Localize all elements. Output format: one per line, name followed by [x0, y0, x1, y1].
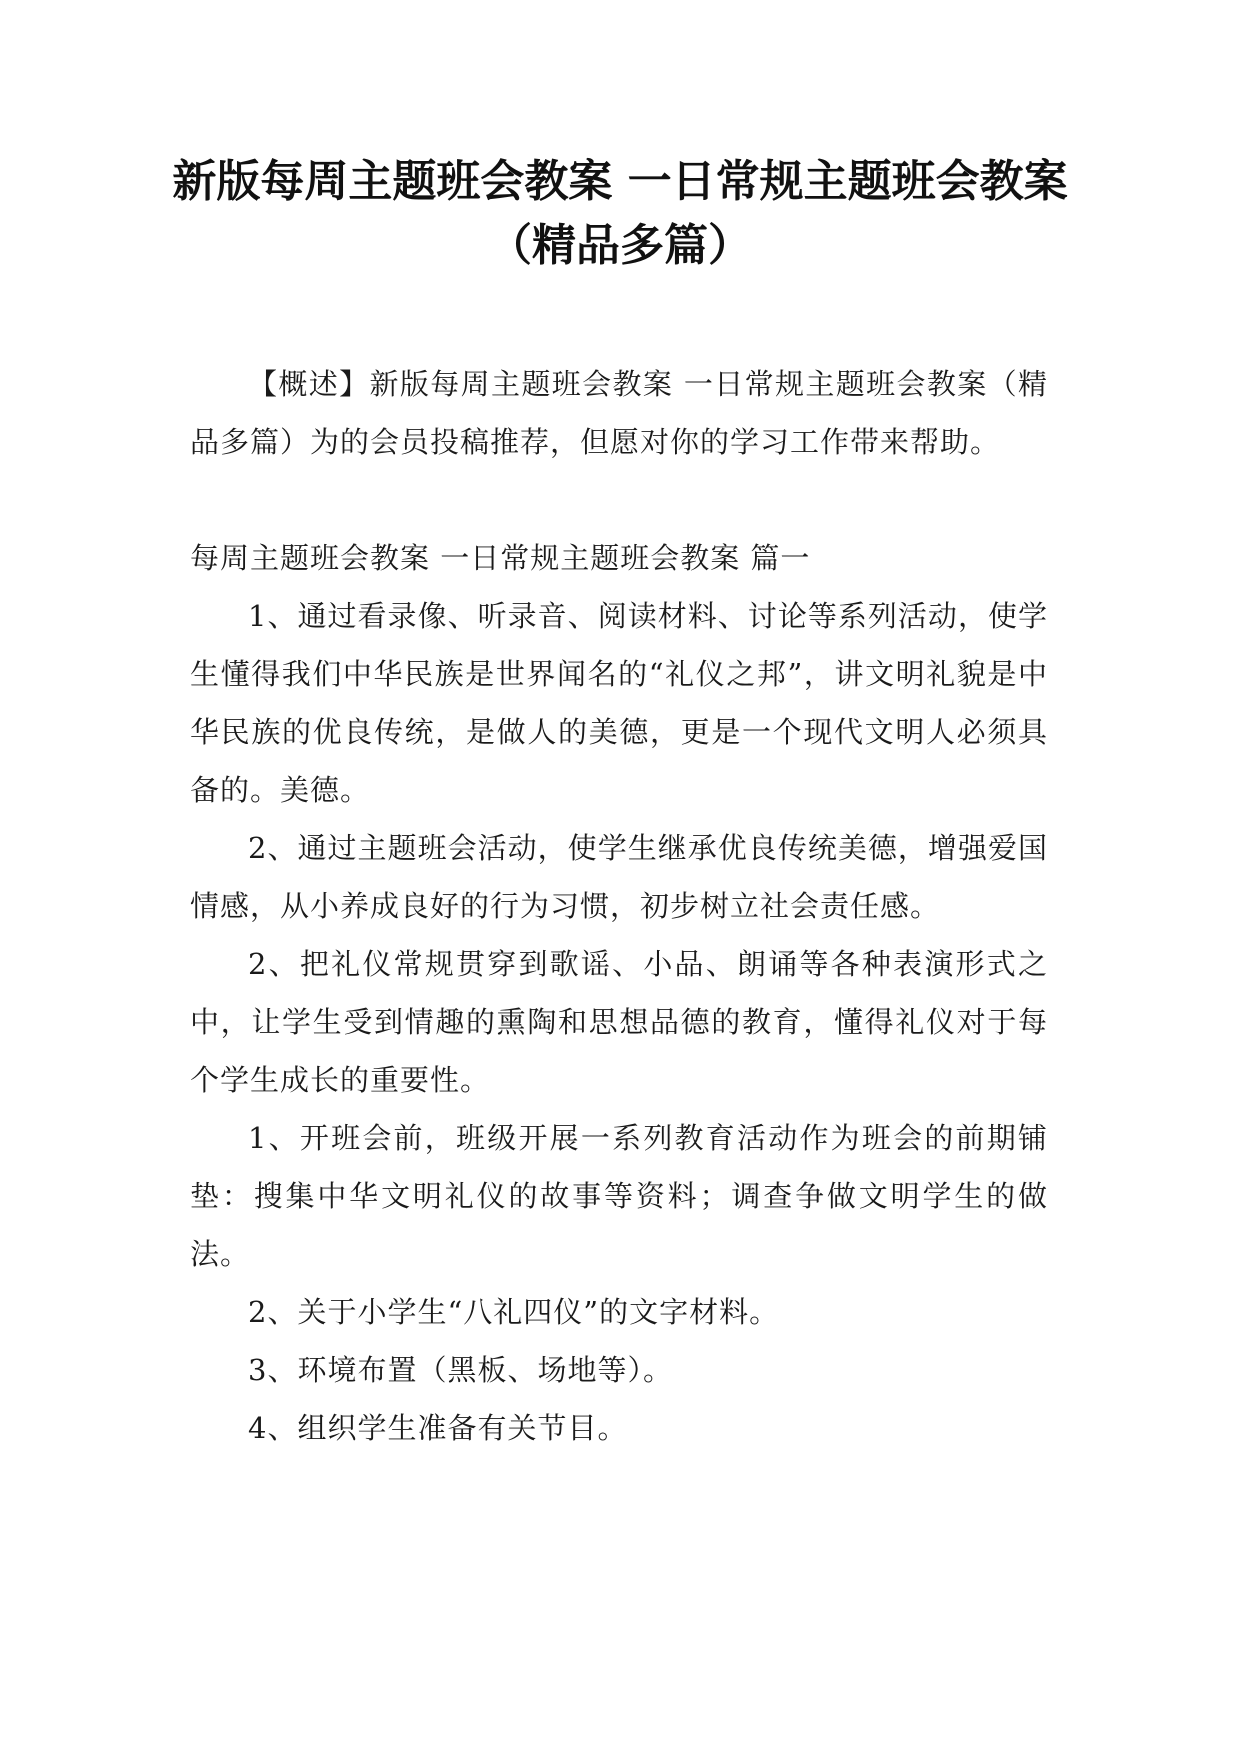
body-paragraph: 2、通过主题班会活动，使学生继承优良传统美德，增强爱国情感，从小养成良好的行为习惯，初步树立社会责任感。	[190, 831, 1048, 923]
document-title: 新版每周主题班会教案 一日常规主题班会教案（精品多篇）	[172, 156, 1068, 271]
body-paragraph: 1、开班会前，班级开展一系列教育活动作为班会的前期铺垫：搜集中华文明礼仪的故事等资料；调查争做文明学生的做法。	[190, 1121, 1048, 1271]
summary-paragraph: 【概述】新版每周主题班会教案 一日常规主题班会教案（精品多篇）为的会员投稿推荐，但愿对你的学习工作带来帮助。	[190, 367, 1048, 459]
body-paragraph: 4、组织学生准备有关节目。	[248, 1411, 628, 1445]
body-paragraph: 1、通过看录像、听录音、阅读材料、讨论等系列活动，使学生懂得我们中华民族是世界闻名的“礼仪之邦”，讲文明礼貌是中华民族的优良传统，是做人的美德，更是一个现代文明人必须具备的。美德。	[190, 599, 1048, 807]
document-body	[190, 355, 1048, 1457]
body-paragraph: 2、关于小学生“八礼四仪”的文字材料。	[248, 1295, 780, 1329]
body-paragraph: 2、把礼仪常规贯穿到歌谣、小品、朗诵等各种表演形式之中，让学生受到情趣的熏陶和思想品德的教育，懂得礼仪对于每个学生成长的重要性。	[190, 947, 1048, 1097]
section-heading: 每周主题班会教案 一日常规主题班会教案 篇一	[190, 541, 811, 575]
body-paragraph: 3、环境布置（黑板、场地等）。	[248, 1353, 673, 1387]
paragraph-spacer	[190, 471, 1048, 529]
